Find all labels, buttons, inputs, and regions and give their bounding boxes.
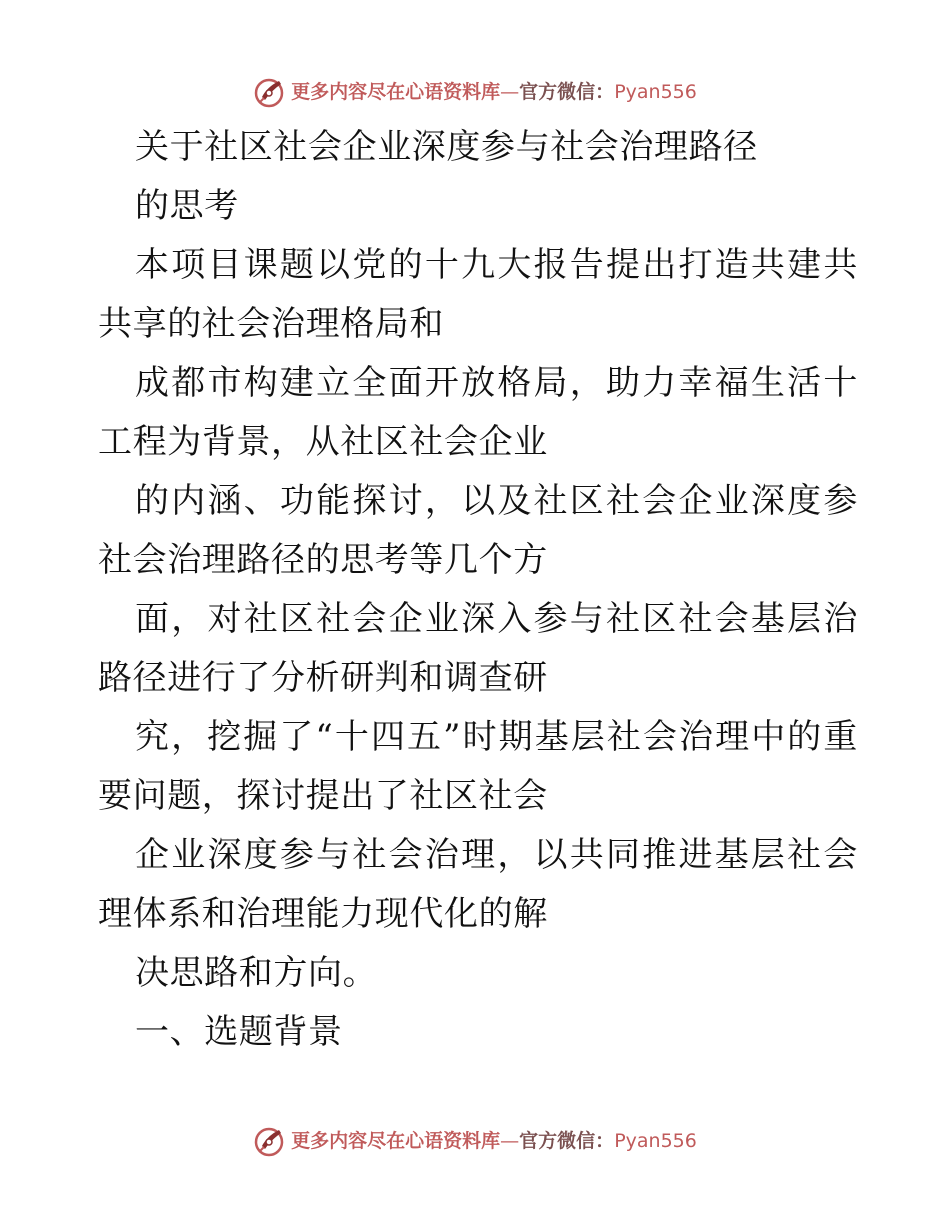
body-line: 的内涵、功能探讨，以及社区社会企业深度参 xyxy=(135,481,858,521)
document-body xyxy=(98,118,858,1062)
body-line: 成都市构建立全面开放格局，助力幸福生活十 xyxy=(135,363,858,403)
banner-wechat-label: 官方微信： xyxy=(519,1130,615,1152)
pen-logo-icon xyxy=(253,75,287,109)
section-heading: 一、选题背景 xyxy=(135,1012,343,1052)
header-banner xyxy=(0,72,950,112)
body-line: 理体系和治理能力现代化的解 xyxy=(98,894,548,934)
body-line: 要问题，探讨提出了社区社会 xyxy=(98,776,548,816)
body-line: 工程为背景，从社区社会企业 xyxy=(98,422,548,462)
banner-separator: — xyxy=(500,1130,520,1152)
body-line: 究，挖掘了“十四五”时期基层社会治理中的重 xyxy=(135,717,858,757)
body-line: 社会治理路径的思考等几个方 xyxy=(98,540,548,580)
title-line: 的思考 xyxy=(135,186,239,226)
body-line: 共享的社会治理格局和 xyxy=(98,304,444,344)
banner-wechat-id: Pyan556 xyxy=(614,81,697,103)
body-line: 企业深度参与社会治理，以共同推进基层社会 xyxy=(135,835,858,875)
body-line: 本项目课题以党的十九大报告提出打造共建共 xyxy=(135,245,858,285)
body-line: 面，对社区社会企业深入参与社区社会基层治 xyxy=(135,599,858,639)
banner-wechat-id: Pyan556 xyxy=(614,1130,697,1152)
banner-main-text: 更多内容尽在心语资料库 xyxy=(291,81,501,103)
body-line: 路径进行了分析研判和调查研 xyxy=(98,658,548,698)
banner-main-text: 更多内容尽在心语资料库 xyxy=(291,1130,501,1152)
title-line: 关于社区社会企业深度参与社会治理路径 xyxy=(135,127,758,167)
banner-separator: — xyxy=(500,81,520,103)
banner-wechat-label: 官方微信： xyxy=(519,81,615,103)
footer-banner xyxy=(0,1121,950,1161)
body-line: 决思路和方向。 xyxy=(135,953,378,993)
pen-logo-icon xyxy=(253,1124,287,1158)
